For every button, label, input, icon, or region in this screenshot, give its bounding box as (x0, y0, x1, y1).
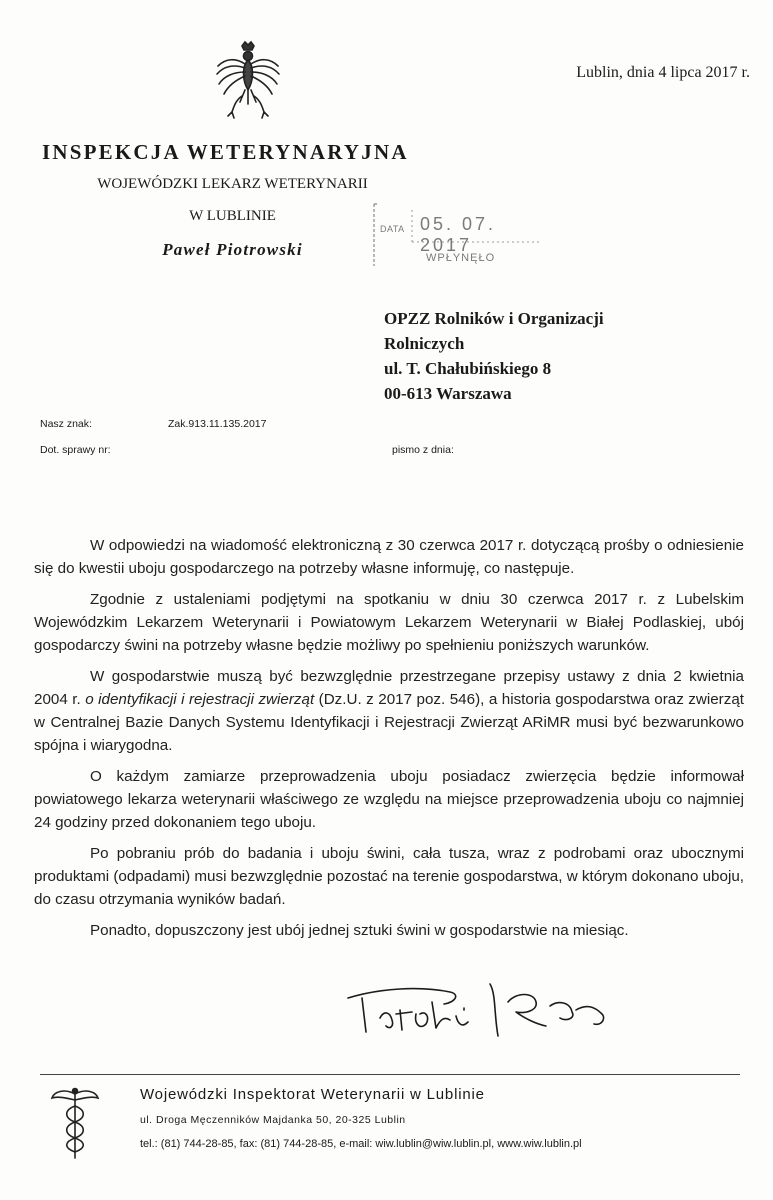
received-stamp (372, 196, 552, 272)
letter-date: Lublin, dnia 4 lipca 2017 r. (576, 64, 750, 81)
body-paragraph (34, 588, 744, 657)
caduceus-icon (48, 1086, 102, 1162)
body-paragraph (34, 665, 744, 757)
recipient-line: Rolniczych (384, 334, 465, 353)
stamp-received-label: WPŁYNĘŁO (426, 252, 496, 264)
footer-address: ul. Droga Męczenników Majdanka 50, 20-325 Lublin (140, 1114, 406, 1126)
our-ref-label: Nasz znak: (40, 418, 92, 430)
stamp-date-value: 05. 07. 2017 (420, 214, 497, 255)
office-title: WOJEWÓDZKI LEKARZ WETERYNARII (97, 176, 368, 192)
recipient-line: OPZZ Rolników i Organizacji (384, 309, 604, 328)
body-paragraph: Po pobraniu prób do badania i uboju świni, cała tusza, wraz z podrobami oraz ubocznymi produktami (odpadami) musi bezwzględnie pozostać na terenie gospodarstwa, w którym dokonano uboju, do czasu otrzymania wyników badań. (34, 845, 744, 908)
body-text: Zgodnie z ustaleniami podjętymi na spotkaniu w dniu 30 czerwca 2017 r. z Lubelskim Wojewódzkim Lekarzem Weterynarii i Powiatowym Lekarzem Weterynarii w Białej Podlaskiej, ubój gospodarczy świni na potrzeby własne będzie możliwy po spełnieniu poniższych warunków. (34, 591, 744, 654)
recipient-line: 00-613 Warszawa (384, 384, 512, 403)
letter-body (34, 534, 744, 950)
recipient-address (384, 306, 724, 406)
body-text: (Dz.U. z 2017 poz. 546), a historia gospodarstwa oraz zwierząt w Centralnej Bazie Danych Systemu Identyfikacji i Rejestracji Zwierząt ARiMR musi być bezwarunkowo spójna i wiarygodna. (34, 691, 744, 754)
footer-institution-name: Wojewódzki Inspektorat Weterynarii w Lublinie (140, 1086, 485, 1103)
institution-title: INSPEKCJA WETERYNARYJNA (42, 140, 409, 164)
case-number-label: Dot. sprawy nr: (40, 444, 111, 456)
body-paragraph: O każdym zamiarze przeprowadzenia uboju posiadacz zwierzęcia będzie informował powiatowego lekarza weterynarii właściwego ze względu na miejsce przeprowadzenia uboju co najmniej 24 godziny przed dokonaniem tego uboju. (34, 768, 744, 831)
our-ref-value: Zak.913.11.135.2017 (168, 418, 267, 430)
body-text: W gospodarstwie muszą być bezwzględnie przestrzegane przepisy ustawy z dnia 2 kwietnia 2004 r. (34, 668, 744, 708)
official-name: Paweł Piotrowski (162, 240, 303, 259)
body-paragraph: Ponadto, dopuszczony jest ubój jednej sztuki świni w gospodarstwie na miesiąc. (90, 922, 629, 939)
footer-divider (40, 1074, 740, 1075)
body-paragraph: W odpowiedzi na wiadomość elektroniczną z 30 czerwca 2017 r. dotyczącą prośby o odniesienie się do kwestii uboju gospodarczego na potrzeby własne informuję, co następuje. (34, 537, 744, 577)
stamp-date-label: DATA (380, 224, 405, 234)
act-title: o identyfikacji i rejestracji zwierząt (85, 691, 315, 708)
recipient-line: ul. T. Chałubińskiego 8 (384, 359, 552, 378)
polish-eagle-icon (212, 40, 284, 124)
letter-date-label: pismo z dnia: (392, 444, 454, 456)
footer-contact: tel.: (81) 744-28-85, fax: (81) 744-28-85, e-mail: wiw.lublin@wiw.lublin.pl, www.wiw.lublin.pl (140, 1138, 582, 1150)
office-city: W LUBLINIE (189, 208, 276, 224)
handwritten-signature (340, 980, 670, 1050)
